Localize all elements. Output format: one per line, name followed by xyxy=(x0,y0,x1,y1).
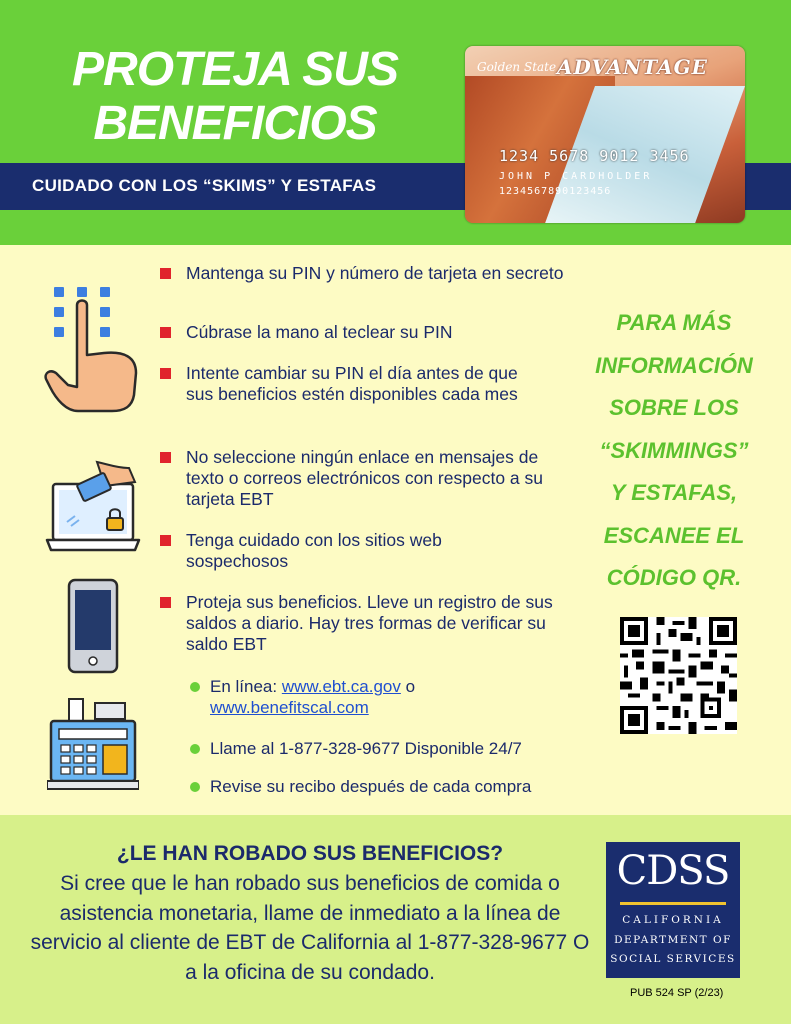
tip-item: Cúbrase la mano al teclear su PIN xyxy=(162,322,572,343)
banner-text: CUIDADO CON LOS “SKIMS” Y ESTAFAS xyxy=(32,176,377,195)
bullet-square-icon xyxy=(160,327,171,338)
benefitscal-link[interactable]: www.benefitscal.com xyxy=(210,698,369,717)
publication-number: PUB 524 SP (2/23) xyxy=(630,987,724,999)
cdss-logo: CDSS CALIFORNIA DEPARTMENT OF SOCIAL SERVICES xyxy=(606,842,740,978)
tip-item: Tenga cuidado con los sitios web sospechosos xyxy=(162,530,572,572)
tip-item: No seleccione ningún enlace en mensajes de texto o correos electrónicos con respecto a su tarjeta EBT xyxy=(162,447,572,510)
bullet-dot-icon xyxy=(190,782,200,792)
laptop-card-icon xyxy=(45,460,141,556)
qr-code-icon[interactable] xyxy=(620,617,737,734)
ebt-link[interactable]: www.ebt.ca.gov xyxy=(281,677,401,696)
bullet-square-icon xyxy=(160,452,171,463)
cash-register-icon xyxy=(47,697,139,791)
bullet-dot-icon xyxy=(190,682,200,692)
card-holder: JOHN P CARDHOLDER xyxy=(499,171,653,182)
tip-item: Intente cambiar su PIN el día antes de que sus beneficios estén disponibles cada mes xyxy=(162,363,572,405)
balance-call: Llame al 1-877-328-9677 Disponible 24/7 xyxy=(190,738,590,759)
bullet-dot-icon xyxy=(190,744,200,754)
card-account: 1234567890123456 xyxy=(499,186,612,197)
bullet-square-icon xyxy=(160,535,171,546)
page-title-line2: BENEFICIOS xyxy=(93,97,377,150)
tip-item: Mantenga su PIN y número de tarjeta en secreto xyxy=(162,263,572,284)
balance-receipt: Revise su recibo después de cada compra xyxy=(190,776,590,797)
bullet-square-icon xyxy=(160,268,171,279)
card-number: 1234 5678 9012 3456 xyxy=(499,147,690,165)
card-brand-bold: ADVANTAGE xyxy=(557,55,708,79)
card-brand-script: Golden State xyxy=(477,60,557,74)
footer-heading: ¿LE HAN ROBADO SUS BENEFICIOS? xyxy=(116,842,504,865)
keypad-hand-icon xyxy=(44,283,140,415)
footer-body: Si cree que le han robado sus beneficios de comida o asistencia monetaria, llame de inmediato a la línea de servicio al cliente de EBT de California al 1-877-328-9677 O a la oficina de su condado. xyxy=(30,872,590,984)
bullet-square-icon xyxy=(160,368,171,379)
balance-online: En línea: www.ebt.ca.gov o www.benefitscal.com xyxy=(190,676,590,718)
bullet-square-icon xyxy=(160,597,171,608)
tip-item: Proteja sus beneficios. Lleve un registro de sus saldos a diario. Hay tres formas de verificar su saldo EBT xyxy=(162,592,572,655)
more-info-text: PARA MÁS INFORMACIÓN SOBRE LOS “SKIMMINGS” Y ESTAFAS, ESCANEE EL CÓDIGO QR. xyxy=(595,310,753,590)
page-title-line1: PROTEJA SUS xyxy=(72,43,398,96)
ebt-card-image xyxy=(465,46,745,223)
phone-icon xyxy=(67,578,119,674)
